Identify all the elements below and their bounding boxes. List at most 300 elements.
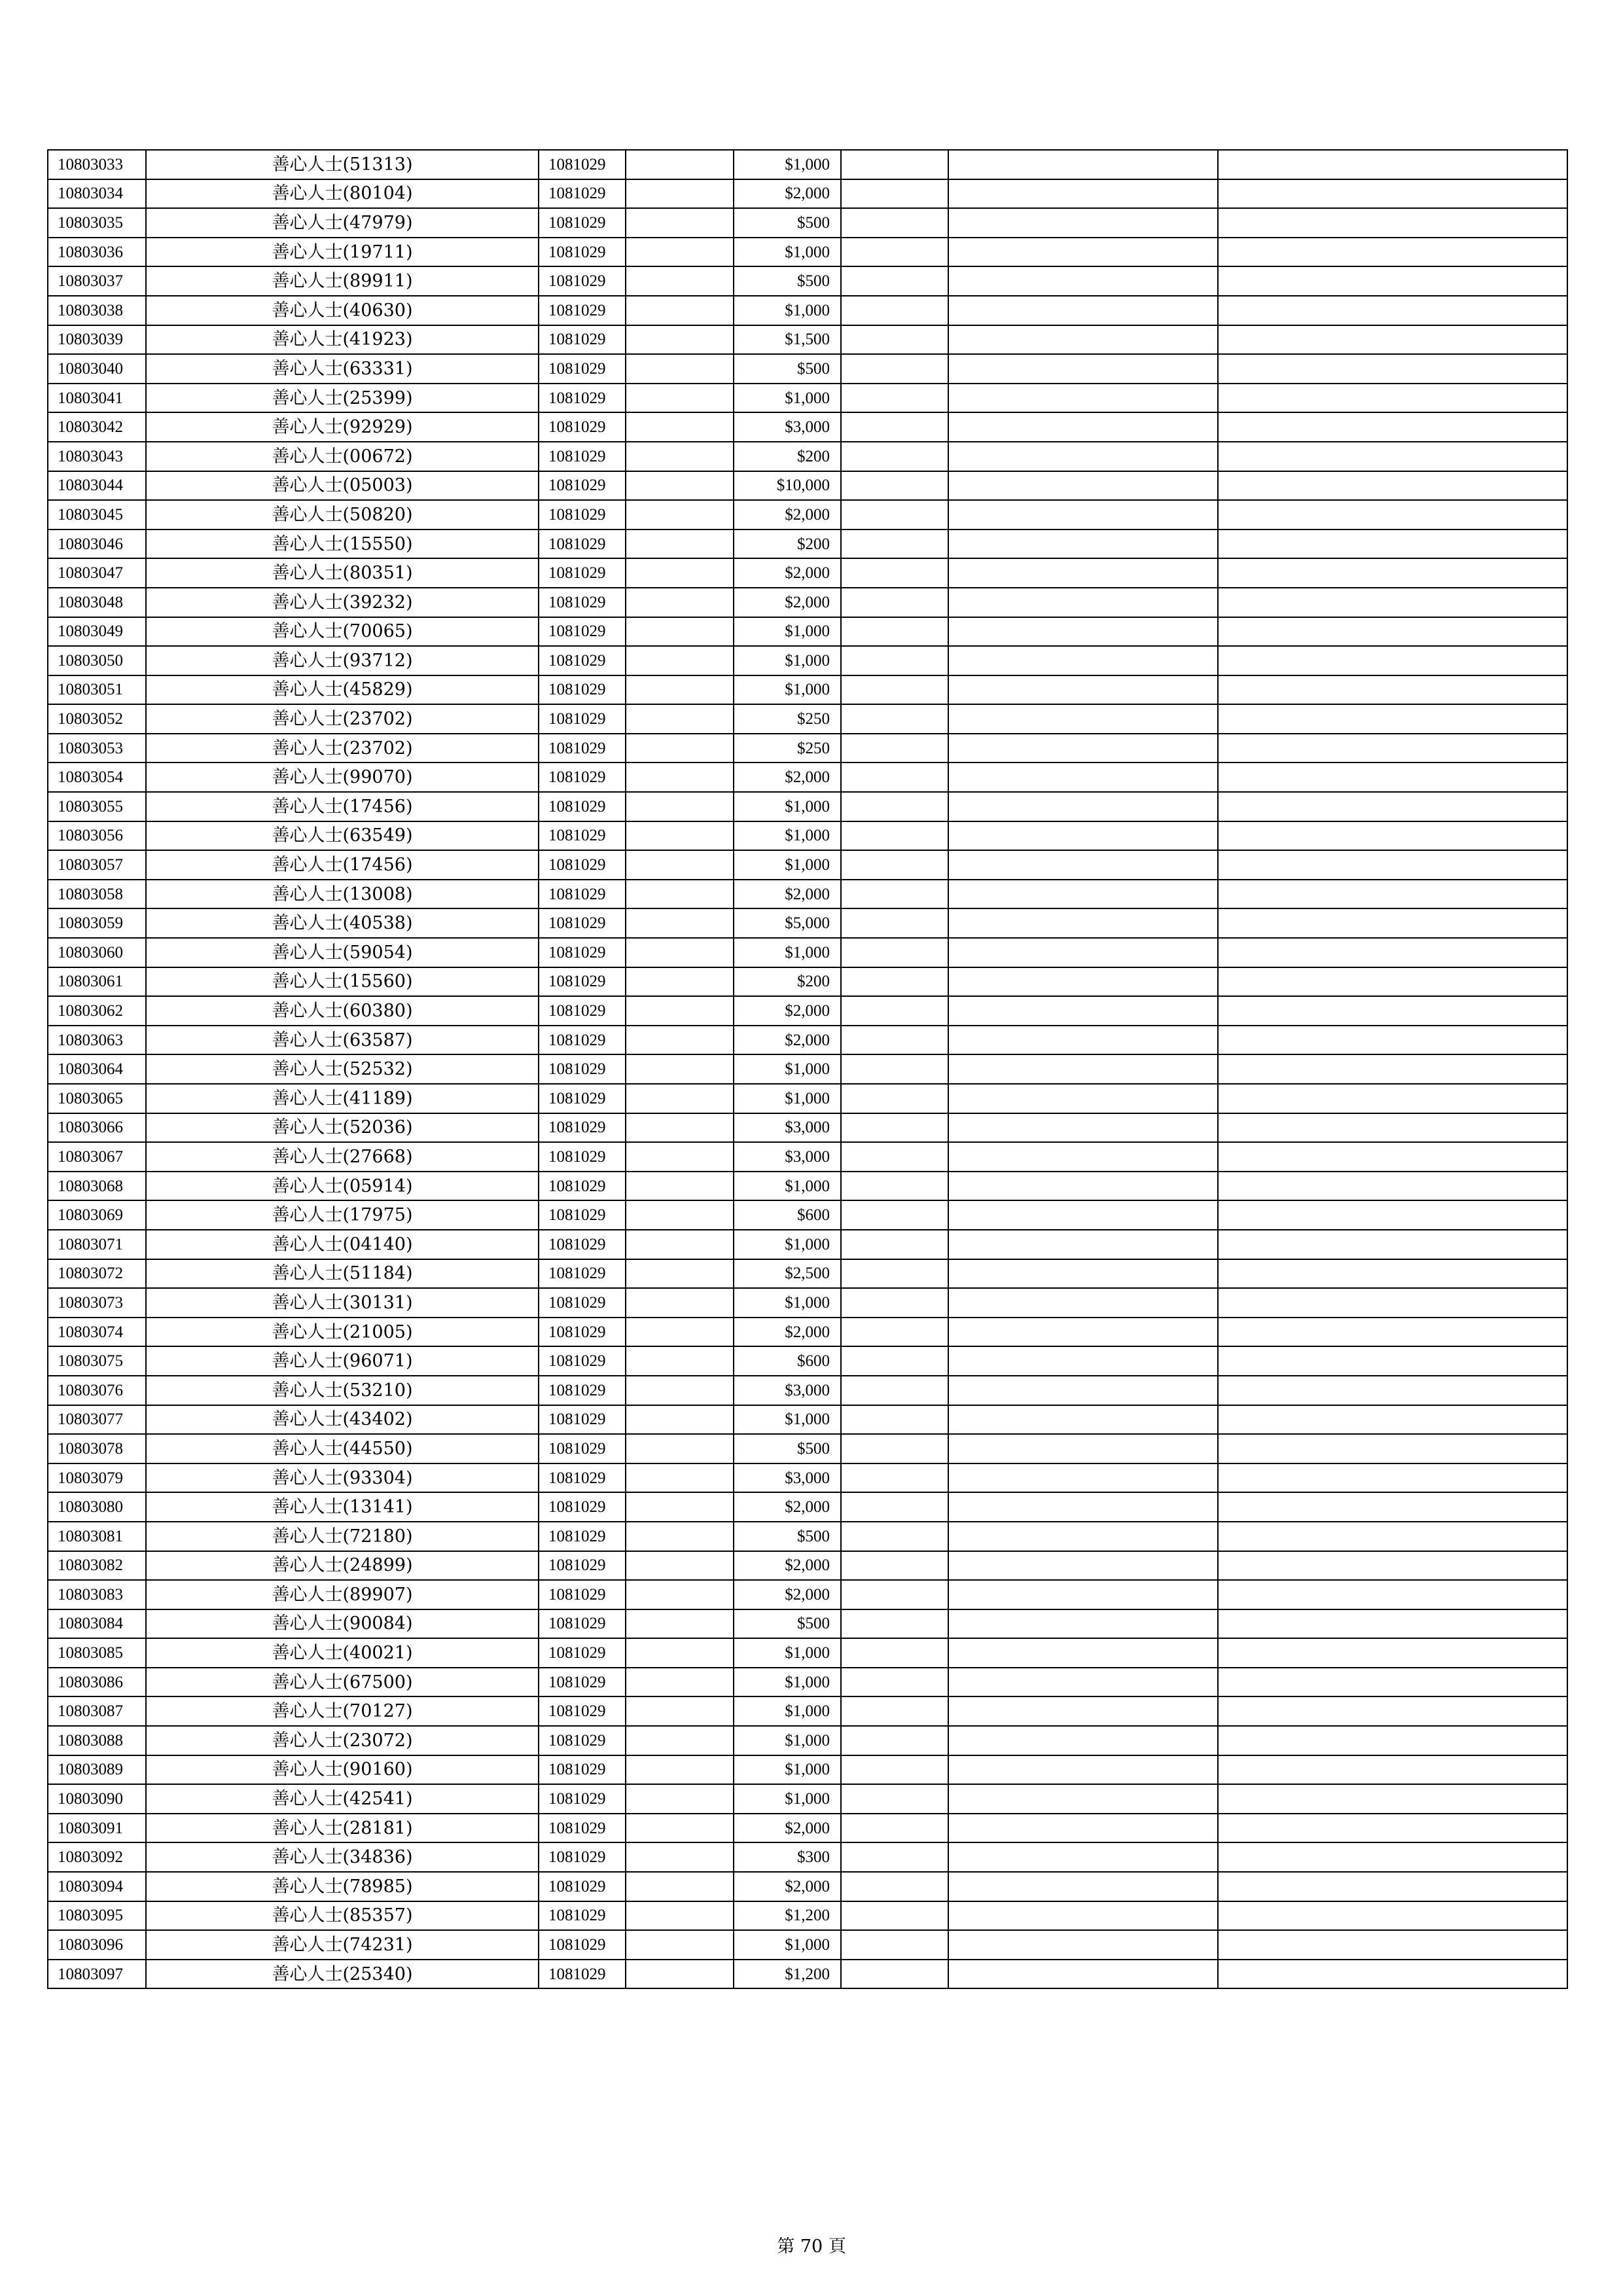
empty-cell: [1218, 1668, 1567, 1697]
donation-id-cell: 10803041: [48, 384, 146, 413]
table-row: [48, 1638, 1567, 1668]
empty-cell: [841, 908, 948, 938]
donation-id-cell: 10803034: [48, 179, 146, 209]
donation-date-cell: 1081029: [539, 1200, 626, 1230]
donation-id-cell: 10803040: [48, 354, 146, 384]
donation-id-cell: 10803033: [48, 150, 146, 179]
empty-cell: [841, 880, 948, 909]
empty-cell: [841, 938, 948, 967]
donation-date-cell: 1081029: [539, 471, 626, 501]
donor-name-cell: 善心人士(85357): [146, 1901, 539, 1931]
table-row: [48, 967, 1567, 997]
donation-id-cell: 10803081: [48, 1522, 146, 1551]
table-row: [48, 384, 1567, 413]
empty-cell: [1218, 1142, 1567, 1172]
empty-cell: [841, 996, 948, 1026]
empty-cell: [626, 471, 734, 501]
table-row: [48, 558, 1567, 588]
donation-date-cell: 1081029: [539, 734, 626, 763]
donation-id-cell: 10803085: [48, 1638, 146, 1668]
empty-cell: [1218, 1551, 1567, 1581]
donation-date-cell: 1081029: [539, 1084, 626, 1113]
empty-cell: [841, 384, 948, 413]
donation-date-cell: 1081029: [539, 1522, 626, 1551]
empty-cell: [1218, 734, 1567, 763]
donation-date-cell: 1081029: [539, 1580, 626, 1609]
table-row: [48, 1318, 1567, 1347]
empty-cell: [626, 1551, 734, 1581]
donor-name-cell: 善心人士(72180): [146, 1522, 539, 1551]
donation-ledger-table: [47, 149, 1568, 1989]
empty-cell: [948, 675, 1218, 705]
donation-date-cell: 1081029: [539, 1784, 626, 1814]
donation-id-cell: 10803082: [48, 1551, 146, 1581]
donor-name-cell: 善心人士(89907): [146, 1580, 539, 1609]
empty-cell: [626, 1318, 734, 1347]
donation-amount-cell: $200: [734, 967, 841, 997]
table-row: [48, 1930, 1567, 1960]
empty-cell: [1218, 500, 1567, 529]
empty-cell: [1218, 384, 1567, 413]
donation-id-cell: 10803050: [48, 646, 146, 675]
empty-cell: [948, 1842, 1218, 1872]
table-row: [48, 1376, 1567, 1405]
empty-cell: [948, 558, 1218, 588]
donation-amount-cell: $1,000: [734, 150, 841, 179]
donor-name-cell: 善心人士(17456): [146, 792, 539, 821]
empty-cell: [626, 617, 734, 647]
empty-cell: [841, 1318, 948, 1347]
empty-cell: [626, 1084, 734, 1113]
empty-cell: [626, 179, 734, 209]
donor-name-cell: 善心人士(51184): [146, 1259, 539, 1289]
empty-cell: [626, 1696, 734, 1726]
empty-cell: [626, 1522, 734, 1551]
donation-id-cell: 10803064: [48, 1054, 146, 1084]
donor-name-cell: 善心人士(47979): [146, 208, 539, 238]
donation-date-cell: 1081029: [539, 1960, 626, 1989]
empty-cell: [948, 1814, 1218, 1843]
empty-cell: [1218, 1288, 1567, 1318]
donor-name-cell: 善心人士(25340): [146, 1960, 539, 1989]
table-row: [48, 588, 1567, 617]
empty-cell: [841, 296, 948, 325]
donation-date-cell: 1081029: [539, 821, 626, 851]
donation-date-cell: 1081029: [539, 938, 626, 967]
empty-cell: [841, 1084, 948, 1113]
donation-id-cell: 10803087: [48, 1696, 146, 1726]
empty-cell: [1218, 1638, 1567, 1668]
empty-cell: [948, 1551, 1218, 1581]
donation-date-cell: 1081029: [539, 1872, 626, 1901]
empty-cell: [626, 762, 734, 792]
empty-cell: [948, 1142, 1218, 1172]
donation-date-cell: 1081029: [539, 529, 626, 559]
donation-amount-cell: $2,000: [734, 1551, 841, 1581]
donation-amount-cell: $1,000: [734, 296, 841, 325]
empty-cell: [948, 442, 1218, 471]
empty-cell: [1218, 617, 1567, 647]
donation-id-cell: 10803053: [48, 734, 146, 763]
donor-name-cell: 善心人士(53210): [146, 1376, 539, 1405]
table-row: [48, 1259, 1567, 1289]
donation-amount-cell: $2,000: [734, 996, 841, 1026]
donation-date-cell: 1081029: [539, 1609, 626, 1639]
table-row: [48, 734, 1567, 763]
donor-name-cell: 善心人士(39232): [146, 588, 539, 617]
empty-cell: [1218, 471, 1567, 501]
empty-cell: [626, 1492, 734, 1522]
table-row: [48, 821, 1567, 851]
donation-amount-cell: $1,000: [734, 1696, 841, 1726]
table-row: [48, 1551, 1567, 1581]
empty-cell: [626, 1960, 734, 1989]
empty-cell: [841, 354, 948, 384]
donor-name-cell: 善心人士(41189): [146, 1084, 539, 1113]
donation-id-cell: 10803072: [48, 1259, 146, 1289]
empty-cell: [948, 880, 1218, 909]
donation-id-cell: 10803084: [48, 1609, 146, 1639]
donation-id-cell: 10803042: [48, 412, 146, 442]
empty-cell: [841, 1638, 948, 1668]
empty-cell: [841, 1142, 948, 1172]
donor-name-cell: 善心人士(80104): [146, 179, 539, 209]
empty-cell: [841, 675, 948, 705]
empty-cell: [948, 1580, 1218, 1609]
donor-name-cell: 善心人士(70127): [146, 1696, 539, 1726]
donation-date-cell: 1081029: [539, 150, 626, 179]
donation-id-cell: 10803094: [48, 1872, 146, 1901]
donation-amount-cell: $1,500: [734, 325, 841, 355]
empty-cell: [948, 296, 1218, 325]
empty-cell: [626, 325, 734, 355]
donation-date-cell: 1081029: [539, 1668, 626, 1697]
donation-id-cell: 10803086: [48, 1668, 146, 1697]
donation-amount-cell: $3,000: [734, 1142, 841, 1172]
empty-cell: [1218, 1376, 1567, 1405]
donation-id-cell: 10803091: [48, 1814, 146, 1843]
donation-id-cell: 10803075: [48, 1346, 146, 1376]
donation-amount-cell: $500: [734, 1522, 841, 1551]
donation-date-cell: 1081029: [539, 588, 626, 617]
donation-id-cell: 10803061: [48, 967, 146, 997]
table-row: [48, 1784, 1567, 1814]
empty-cell: [1218, 529, 1567, 559]
table-row: [48, 1084, 1567, 1113]
donation-amount-cell: $600: [734, 1200, 841, 1230]
empty-cell: [841, 617, 948, 647]
empty-cell: [948, 617, 1218, 647]
empty-cell: [626, 1200, 734, 1230]
donation-id-cell: 10803058: [48, 880, 146, 909]
donation-amount-cell: $1,000: [734, 792, 841, 821]
empty-cell: [948, 1084, 1218, 1113]
donor-name-cell: 善心人士(13141): [146, 1492, 539, 1522]
donation-amount-cell: $1,000: [734, 850, 841, 880]
empty-cell: [948, 1930, 1218, 1960]
donation-amount-cell: $2,000: [734, 880, 841, 909]
donation-date-cell: 1081029: [539, 1901, 626, 1931]
donation-id-cell: 10803037: [48, 266, 146, 296]
empty-cell: [948, 238, 1218, 267]
donor-name-cell: 善心人士(40538): [146, 908, 539, 938]
donation-date-cell: 1081029: [539, 967, 626, 997]
table-row: [48, 325, 1567, 355]
donor-name-cell: 善心人士(63587): [146, 1026, 539, 1055]
empty-cell: [841, 821, 948, 851]
empty-cell: [626, 880, 734, 909]
empty-cell: [841, 325, 948, 355]
donation-id-cell: 10803059: [48, 908, 146, 938]
donation-date-cell: 1081029: [539, 880, 626, 909]
empty-cell: [626, 384, 734, 413]
donation-id-cell: 10803073: [48, 1288, 146, 1318]
empty-cell: [841, 1288, 948, 1318]
empty-cell: [1218, 208, 1567, 238]
empty-cell: [948, 150, 1218, 179]
empty-cell: [841, 1668, 948, 1697]
donation-date-cell: 1081029: [539, 296, 626, 325]
donor-name-cell: 善心人士(24899): [146, 1551, 539, 1581]
empty-cell: [626, 1113, 734, 1143]
donation-date-cell: 1081029: [539, 1755, 626, 1785]
donor-name-cell: 善心人士(44550): [146, 1434, 539, 1463]
donor-name-cell: 善心人士(19711): [146, 238, 539, 267]
empty-cell: [841, 1346, 948, 1376]
table-row: [48, 1696, 1567, 1726]
empty-cell: [626, 588, 734, 617]
empty-cell: [948, 529, 1218, 559]
donation-date-cell: 1081029: [539, 384, 626, 413]
empty-cell: [626, 558, 734, 588]
table-row: [48, 238, 1567, 267]
empty-cell: [1218, 1172, 1567, 1201]
donation-amount-cell: $300: [734, 1842, 841, 1872]
empty-cell: [626, 354, 734, 384]
empty-cell: [1218, 558, 1567, 588]
empty-cell: [841, 1930, 948, 1960]
empty-cell: [1218, 1522, 1567, 1551]
empty-cell: [1218, 1434, 1567, 1463]
empty-cell: [841, 150, 948, 179]
table-row: [48, 792, 1567, 821]
donation-amount-cell: $1,200: [734, 1901, 841, 1931]
donation-id-cell: 10803092: [48, 1842, 146, 1872]
table-row: [48, 762, 1567, 792]
empty-cell: [1218, 1580, 1567, 1609]
empty-cell: [841, 1259, 948, 1289]
donation-date-cell: 1081029: [539, 208, 626, 238]
empty-cell: [948, 821, 1218, 851]
table-row: [48, 1346, 1567, 1376]
donation-id-cell: 10803048: [48, 588, 146, 617]
table-row: [48, 529, 1567, 559]
empty-cell: [948, 1376, 1218, 1405]
donation-amount-cell: $1,000: [734, 646, 841, 675]
empty-cell: [841, 850, 948, 880]
donation-amount-cell: $3,000: [734, 1113, 841, 1143]
donation-id-cell: 10803051: [48, 675, 146, 705]
empty-cell: [626, 1172, 734, 1201]
donation-id-cell: 10803054: [48, 762, 146, 792]
donation-id-cell: 10803057: [48, 850, 146, 880]
empty-cell: [626, 704, 734, 734]
donation-date-cell: 1081029: [539, 762, 626, 792]
empty-cell: [841, 1960, 948, 1989]
empty-cell: [948, 1318, 1218, 1347]
donation-date-cell: 1081029: [539, 1492, 626, 1522]
empty-cell: [948, 850, 1218, 880]
empty-cell: [841, 1172, 948, 1201]
empty-cell: [626, 1901, 734, 1931]
empty-cell: [841, 1230, 948, 1259]
donation-amount-cell: $1,000: [734, 675, 841, 705]
empty-cell: [626, 412, 734, 442]
donor-name-cell: 善心人士(05914): [146, 1172, 539, 1201]
donation-amount-cell: $250: [734, 734, 841, 763]
donation-amount-cell: $1,000: [734, 821, 841, 851]
empty-cell: [841, 1872, 948, 1901]
donation-id-cell: 10803066: [48, 1113, 146, 1143]
empty-cell: [1218, 354, 1567, 384]
table-row: [48, 1200, 1567, 1230]
empty-cell: [841, 1026, 948, 1055]
donation-amount-cell: $2,500: [734, 1259, 841, 1289]
donation-amount-cell: $2,000: [734, 1026, 841, 1055]
empty-cell: [841, 1054, 948, 1084]
empty-cell: [841, 1551, 948, 1581]
empty-cell: [841, 1609, 948, 1639]
empty-cell: [1218, 967, 1567, 997]
empty-cell: [841, 762, 948, 792]
empty-cell: [626, 734, 734, 763]
empty-cell: [948, 1668, 1218, 1697]
empty-cell: [1218, 1492, 1567, 1522]
donation-id-cell: 10803065: [48, 1084, 146, 1113]
table-row: [48, 908, 1567, 938]
empty-cell: [948, 588, 1218, 617]
donation-amount-cell: $1,000: [734, 1638, 841, 1668]
empty-cell: [1218, 1054, 1567, 1084]
donation-amount-cell: $500: [734, 1609, 841, 1639]
donation-amount-cell: $5,000: [734, 908, 841, 938]
table-row: [48, 1872, 1567, 1901]
empty-cell: [626, 1259, 734, 1289]
donation-id-cell: 10803067: [48, 1142, 146, 1172]
donor-name-cell: 善心人士(93712): [146, 646, 539, 675]
donor-name-cell: 善心人士(05003): [146, 471, 539, 501]
donor-name-cell: 善心人士(27668): [146, 1142, 539, 1172]
empty-cell: [841, 734, 948, 763]
empty-cell: [626, 996, 734, 1026]
empty-cell: [841, 1200, 948, 1230]
empty-cell: [1218, 1814, 1567, 1843]
donation-amount-cell: $3,000: [734, 1376, 841, 1405]
empty-cell: [841, 529, 948, 559]
donation-date-cell: 1081029: [539, 1842, 626, 1872]
empty-cell: [1218, 588, 1567, 617]
donor-name-cell: 善心人士(50820): [146, 500, 539, 529]
donation-amount-cell: $500: [734, 1434, 841, 1463]
empty-cell: [948, 1872, 1218, 1901]
table-row: [48, 1755, 1567, 1785]
table-row: [48, 412, 1567, 442]
donation-id-cell: 10803045: [48, 500, 146, 529]
empty-cell: [948, 1230, 1218, 1259]
table-row: [48, 354, 1567, 384]
donation-date-cell: 1081029: [539, 558, 626, 588]
donation-id-cell: 10803043: [48, 442, 146, 471]
donation-amount-cell: $3,000: [734, 1463, 841, 1493]
donation-amount-cell: $2,000: [734, 762, 841, 792]
donor-name-cell: 善心人士(93304): [146, 1463, 539, 1493]
donation-amount-cell: $1,000: [734, 1054, 841, 1084]
empty-cell: [1218, 325, 1567, 355]
empty-cell: [1218, 179, 1567, 209]
donation-date-cell: 1081029: [539, 1288, 626, 1318]
empty-cell: [1218, 792, 1567, 821]
donor-name-cell: 善心人士(15550): [146, 529, 539, 559]
empty-cell: [948, 938, 1218, 967]
donation-date-cell: 1081029: [539, 617, 626, 647]
donation-date-cell: 1081029: [539, 1638, 626, 1668]
empty-cell: [841, 558, 948, 588]
donation-date-cell: 1081029: [539, 1318, 626, 1347]
table-row: [48, 1960, 1567, 1989]
donor-name-cell: 善心人士(23072): [146, 1726, 539, 1755]
donation-amount-cell: $1,000: [734, 1084, 841, 1113]
empty-cell: [626, 296, 734, 325]
empty-cell: [1218, 1901, 1567, 1931]
empty-cell: [948, 384, 1218, 413]
empty-cell: [1218, 1960, 1567, 1989]
empty-cell: [948, 1405, 1218, 1435]
empty-cell: [841, 1901, 948, 1931]
empty-cell: [841, 1492, 948, 1522]
empty-cell: [626, 1346, 734, 1376]
donation-id-cell: 10803076: [48, 1376, 146, 1405]
empty-cell: [626, 442, 734, 471]
empty-cell: [948, 1522, 1218, 1551]
empty-cell: [948, 500, 1218, 529]
donation-id-cell: 10803060: [48, 938, 146, 967]
donor-name-cell: 善心人士(43402): [146, 1405, 539, 1435]
table-row: [48, 1609, 1567, 1639]
empty-cell: [626, 675, 734, 705]
donation-id-cell: 10803056: [48, 821, 146, 851]
donor-name-cell: 善心人士(13008): [146, 880, 539, 909]
table-row: [48, 296, 1567, 325]
donation-id-cell: 10803080: [48, 1492, 146, 1522]
table-row: [48, 471, 1567, 501]
empty-cell: [1218, 1200, 1567, 1230]
donation-id-cell: 10803089: [48, 1755, 146, 1785]
donation-date-cell: 1081029: [539, 442, 626, 471]
empty-cell: [1218, 938, 1567, 967]
table-row: [48, 704, 1567, 734]
empty-cell: [841, 1463, 948, 1493]
donation-amount-cell: $2,000: [734, 179, 841, 209]
donor-name-cell: 善心人士(30131): [146, 1288, 539, 1318]
donor-name-cell: 善心人士(21005): [146, 1318, 539, 1347]
empty-cell: [948, 1026, 1218, 1055]
table-row: [48, 1842, 1567, 1872]
table-row: [48, 1113, 1567, 1143]
donation-id-cell: 10803095: [48, 1901, 146, 1931]
donation-id-cell: 10803038: [48, 296, 146, 325]
donation-amount-cell: $200: [734, 442, 841, 471]
donor-name-cell: 善心人士(34836): [146, 1842, 539, 1872]
